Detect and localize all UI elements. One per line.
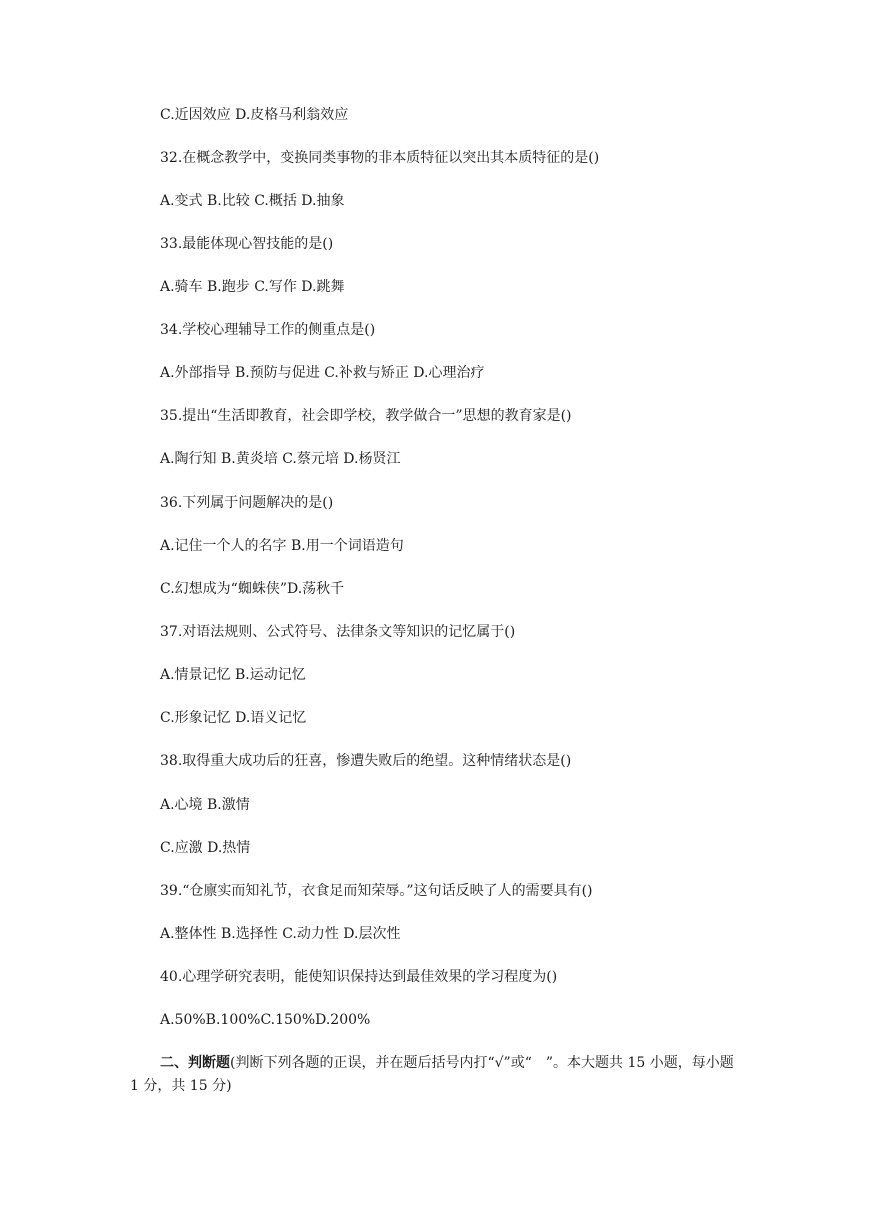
option-line-36-ab: A.记住一个人的名字 B.用一个词语造句 [160,538,404,554]
option-line-31-cd: C.近因效应 D.皮格马利翁效应 [160,107,349,123]
option-line-38-ab: A.心境 B.激情 [160,797,250,813]
question-39: 39.“仓廪实而知礼节，衣食足而知荣辱。”这句话反映了人的需要具有() [160,883,593,899]
section-instructions: (判断下列各题的正误，并在题后括号内打“√”或“ ”。本大题共 15 小题，每小题 1 分，共 15 分) [130,1055,734,1094]
question-33: 33.最能体现心智技能的是() [160,236,334,252]
option-line-38-cd: C.应激 D.热情 [160,840,251,856]
question-37: 37.对语法规则、公式符号、法律条文等知识的记忆属于() [160,624,516,640]
option-line-40: A.50%B.100%C.150%D.200% [160,1012,371,1028]
question-36: 36.下列属于问题解决的是() [160,495,334,511]
option-line-37-ab: A.情景记忆 B.运动记忆 [160,667,306,683]
question-38: 38.取得重大成功后的狂喜，惨遭失败后的绝望。这种情绪状态是() [160,753,572,769]
question-35: 35.提出“生活即教育，社会即学校，教学做合一”思想的教育家是() [160,408,572,424]
option-line-33: A.骑车 B.跑步 C.写作 D.跳舞 [160,279,345,295]
option-line-34: A.外部指导 B.预防与促进 C.补救与矫正 D.心理治疗 [160,365,485,381]
question-34: 34.学校心理辅导工作的侧重点是() [160,322,376,338]
option-line-36-cd: C.幻想成为“蜘蛛侠”D.荡秋千 [160,581,345,597]
question-32: 32.在概念教学中，变换同类事物的非本质特征以突出其本质特征的是() [160,150,600,166]
question-40: 40.心理学研究表明，能使知识保持达到最佳效果的学习程度为() [160,969,558,985]
option-line-39: A.整体性 B.选择性 C.动力性 D.层次性 [160,926,401,942]
section-heading: 二、判断题 [160,1055,230,1071]
option-line-35: A.陶行知 B.黄炎培 C.蔡元培 D.杨贤江 [160,451,401,467]
section-intro [130,1052,735,1098]
option-line-32: A.变式 B.比较 C.概括 D.抽象 [160,193,345,209]
option-line-37-cd: C.形象记忆 D.语义记忆 [160,710,307,726]
